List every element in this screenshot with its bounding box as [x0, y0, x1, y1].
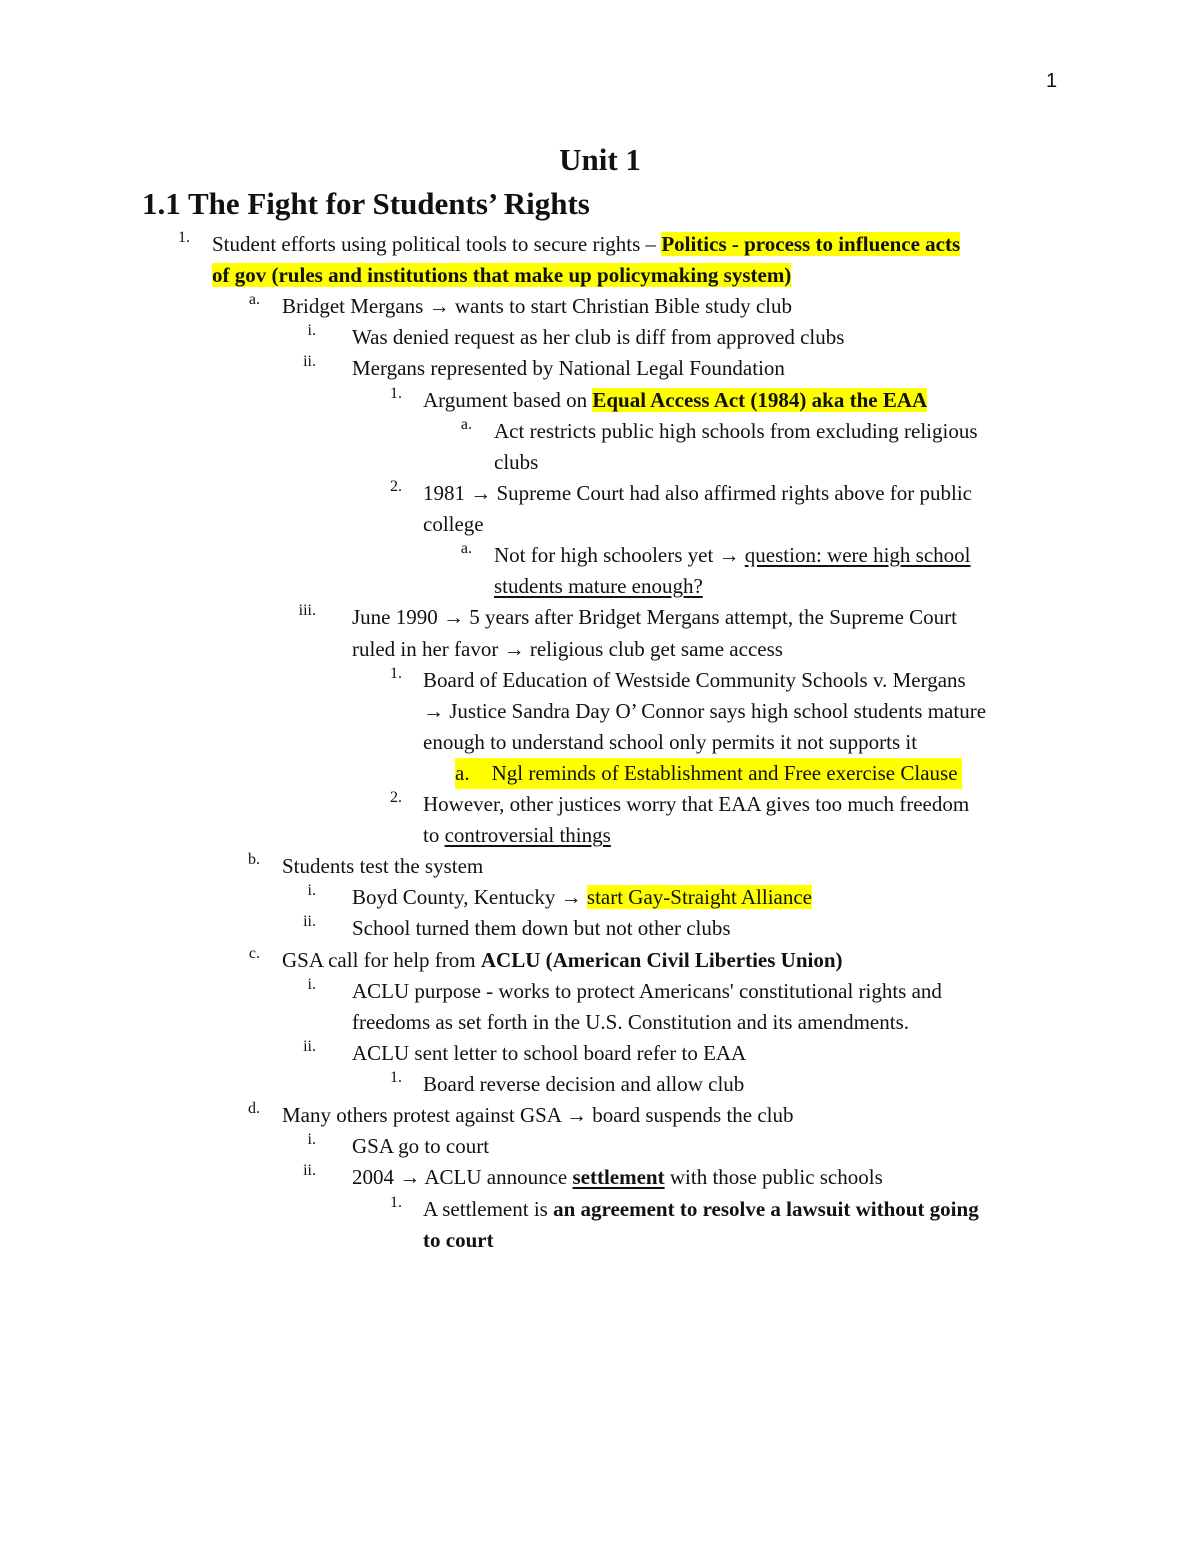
section-title: 1.1 The Fight for Students’ Rights	[142, 186, 590, 221]
list-marker: b.	[248, 851, 260, 868]
list-item-continuation: clubs	[494, 450, 539, 474]
list-item: Argument based on Equal Access Act (1984) aka the EAA	[423, 388, 928, 412]
highlighted-phrase: start Gay-Straight Alliance	[586, 885, 812, 909]
list-marker: 2.	[390, 789, 402, 806]
list-item: School turned them down but not other clubs	[352, 916, 731, 940]
list-item: A settlement is an agreement to resolve a lawsuit without going	[423, 1197, 979, 1221]
list-item: Many others protest against GSA → board suspends the club	[282, 1103, 794, 1127]
highlighted-list-item: a. Ngl reminds of Establishment and Free exercise Clause	[455, 758, 962, 789]
list-marker: a.	[460, 540, 472, 557]
bold-definition: to court	[423, 1228, 494, 1252]
list-item-continuation: college	[423, 512, 484, 536]
list-marker: a.	[455, 761, 470, 785]
list-item: GSA call for help from ACLU (American Civil Liberties Union)	[282, 948, 843, 972]
highlighted-definition: of gov (rules and institutions that make up policymaking system)	[212, 263, 792, 287]
list-item: Act restricts public high schools from excluding religious	[494, 419, 978, 443]
list-item-continuation: to controversial things	[423, 823, 611, 847]
list-item: 1981 → Supreme Court had also affirmed rights above for public	[423, 481, 972, 505]
unit-title: Unit 1	[559, 142, 641, 177]
list-marker: iii.	[298, 602, 316, 619]
list-marker: 2.	[390, 478, 402, 495]
list-item: Boyd County, Kentucky → start Gay-Straight Alliance	[352, 885, 812, 909]
list-item-continuation: ruled in her favor → religious club get same access	[352, 637, 783, 661]
bold-underlined-term: settlement	[572, 1165, 665, 1189]
bold-definition: an agreement to resolve a lawsuit without going	[553, 1197, 979, 1221]
list-marker: c.	[248, 945, 260, 962]
list-marker: a.	[248, 291, 260, 308]
list-item-continuation	[494, 571, 703, 602]
page-number: 1	[1046, 70, 1058, 92]
list-marker: 1.	[390, 665, 402, 682]
list-marker: 1.	[178, 229, 190, 246]
list-marker: ii.	[303, 1162, 316, 1179]
list-item: GSA go to court	[352, 1134, 490, 1158]
list-item: Bridget Mergans → wants to start Christian Bible study club	[282, 294, 792, 318]
list-item-continuation: freedoms as set forth in the U.S. Constitution and its amendments.	[352, 1010, 910, 1034]
list-item: Not for high schoolers yet → question: were high school	[494, 543, 971, 567]
bold-term: ACLU (American Civil Liberties Union)	[480, 948, 843, 972]
list-marker: i.	[307, 1131, 316, 1148]
list-marker: 1.	[390, 1194, 402, 1211]
list-item-continuation: enough to understand school only permits it not supports it	[423, 730, 918, 754]
list-item: 2004 → ACLU announce settlement with those public schools	[352, 1165, 883, 1189]
list-item-continuation	[423, 1225, 494, 1256]
highlighted-definition: Politics - process to influence acts	[661, 232, 961, 256]
underlined-phrase: controversial things	[444, 823, 611, 847]
list-item-continuation: → Justice Sandra Day O’ Connor says high school students mature	[423, 699, 987, 723]
list-marker: 1.	[390, 385, 402, 402]
list-marker: ii.	[303, 353, 316, 370]
list-item: ACLU purpose - works to protect Americans' constitutional rights and	[352, 979, 942, 1003]
list-marker: i.	[307, 882, 316, 899]
list-item: Was denied request as her club is diff from approved clubs	[352, 325, 845, 349]
list-item: June 1990 → 5 years after Bridget Mergans attempt, the Supreme Court	[352, 605, 957, 629]
list-marker: i.	[307, 976, 316, 993]
list-item: ACLU sent letter to school board refer to EAA	[352, 1041, 747, 1065]
underlined-question: question: were high school	[744, 543, 971, 567]
list-item: Student efforts using political tools to secure rights – Politics - process to influence acts	[212, 232, 961, 256]
list-item: Mergans represented by National Legal Foundation	[352, 356, 785, 380]
list-item: Board of Education of Westside Community Schools v. Mergans	[423, 668, 966, 692]
list-marker: ii.	[303, 1038, 316, 1055]
underlined-question: students mature enough?	[494, 574, 703, 598]
list-marker: i.	[307, 322, 316, 339]
list-marker: 1.	[390, 1069, 402, 1086]
list-item: Students test the system	[282, 854, 484, 878]
list-marker: a.	[460, 416, 472, 433]
list-item: Board reverse decision and allow club	[423, 1072, 745, 1096]
list-item-continuation	[212, 260, 791, 291]
list-item: However, other justices worry that EAA gives too much freedom	[423, 792, 970, 816]
list-marker: d.	[248, 1100, 260, 1117]
highlighted-term: Equal Access Act (1984) aka the EAA	[592, 388, 928, 412]
list-marker: ii.	[303, 913, 316, 930]
